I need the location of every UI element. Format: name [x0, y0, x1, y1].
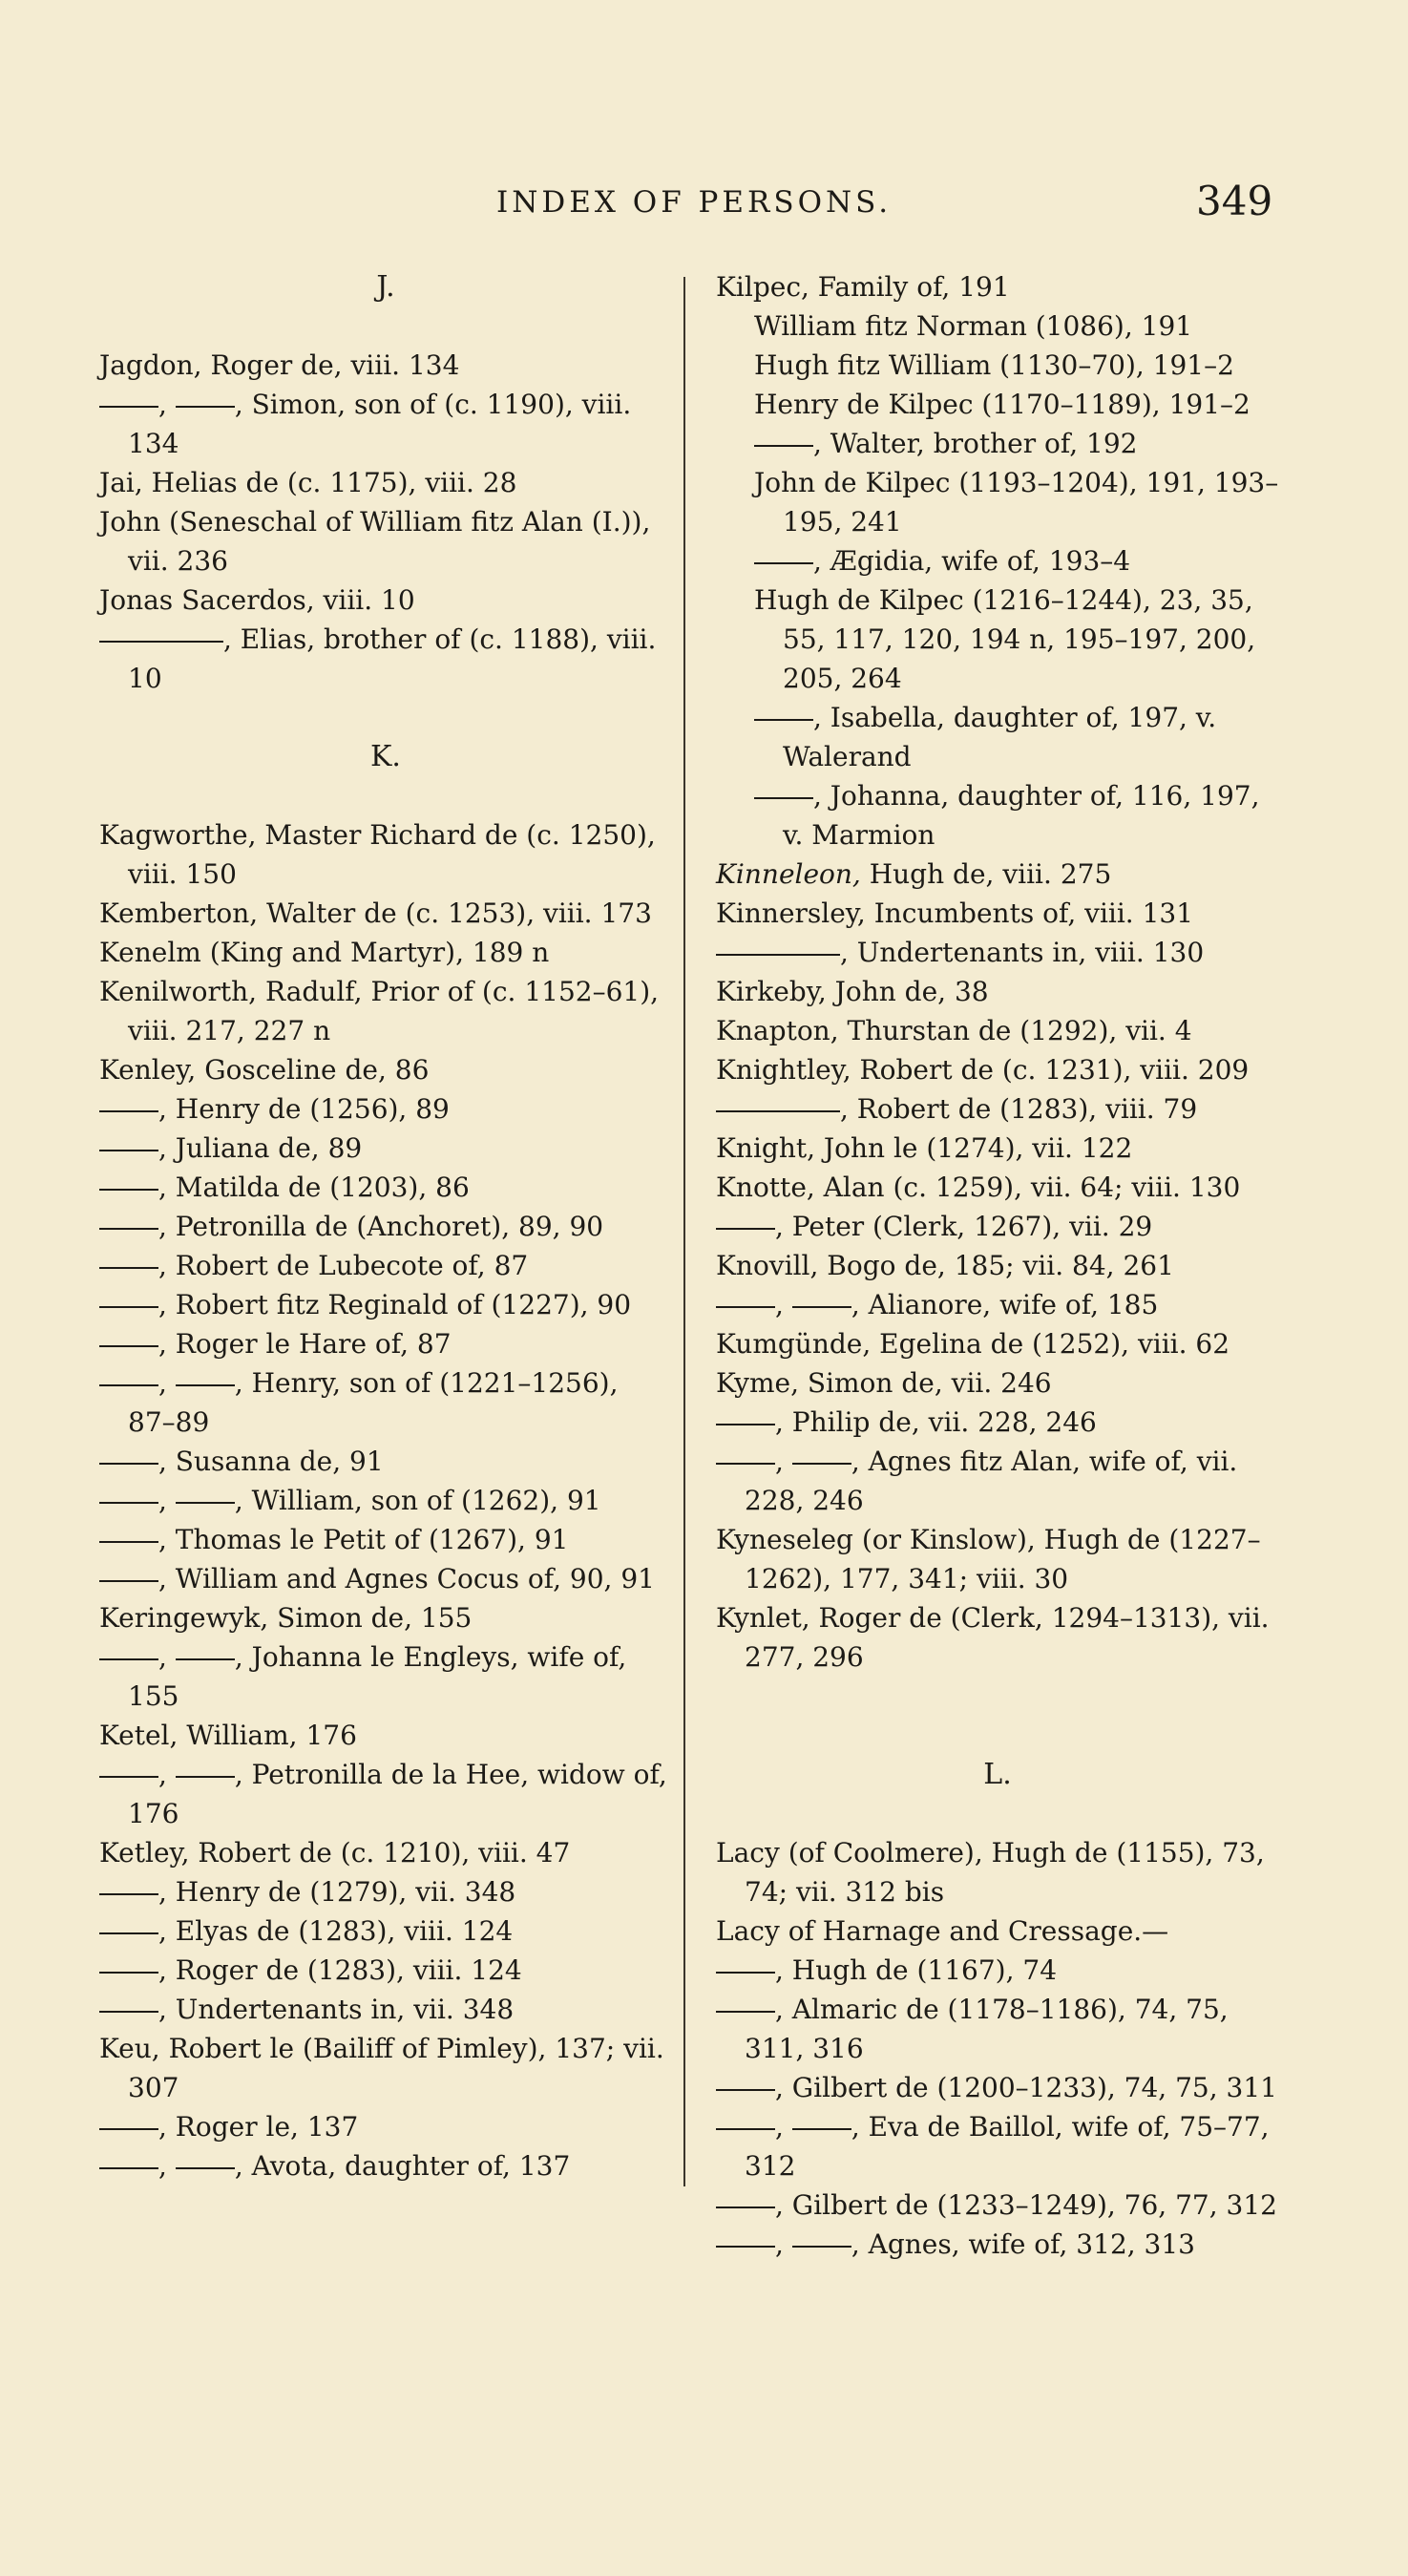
index-entry: [99, 1990, 672, 2029]
dash-separator: ,: [158, 389, 176, 420]
entry-italic-name: Kinneleon,: [716, 858, 861, 890]
index-entry: [99, 815, 672, 894]
ditto-dash: [176, 1502, 235, 1504]
entry-text: Hugh fitz William (1130–70), 191–2: [754, 349, 1234, 381]
index-entry: [99, 1716, 672, 1755]
index-entry: [716, 1403, 1279, 1442]
entry-text: , Simon, son of (c. 1190), viii. 134: [128, 389, 632, 459]
running-title: INDEX OF PERSONS.: [496, 185, 893, 220]
entry-text: Hugh de, viii. 275: [860, 858, 1112, 890]
entry-text: Ketley, Robert de (c. 1210), viii. 47: [99, 1837, 571, 1869]
index-entry: [99, 2107, 672, 2146]
dash-separator: ,: [158, 1641, 176, 1673]
ditto-dash: [792, 1306, 851, 1308]
spacer: [99, 698, 672, 737]
ditto-dash: [99, 2167, 158, 2169]
entry-text: , William, son of (1262), 91: [234, 1485, 601, 1516]
ditto-dash: [792, 1463, 851, 1465]
ditto-dash: [99, 1658, 158, 1660]
entry-text: , Susanna de, 91: [158, 1446, 384, 1477]
ditto-dash: [716, 1424, 775, 1425]
ditto-dash: [99, 1345, 158, 1347]
index-entry: [99, 1598, 672, 1637]
entry-text: Kumgünde, Egelina de (1252), viii. 62: [716, 1328, 1230, 1360]
index-entry: [716, 1911, 1279, 1951]
entry-text: Kirkeby, John de, 38: [716, 976, 989, 1007]
ditto-dash: [99, 1502, 158, 1504]
index-subentry: [716, 346, 1279, 385]
column-divider: [683, 277, 685, 2186]
entry-text: , Roger le Hare of, 87: [158, 1328, 452, 1360]
dash-separator: ,: [775, 1289, 792, 1320]
index-entry: [716, 1089, 1279, 1129]
entry-text: , Elyas de (1283), viii. 124: [158, 1915, 514, 1947]
entry-text: Knotte, Alan (c. 1259), vii. 64; viii. 130: [716, 1172, 1241, 1203]
index-entry: [716, 2225, 1279, 2264]
entry-text: , Undertenants in, vii. 348: [158, 1994, 515, 2025]
section-letter: L.: [983, 1758, 1012, 1791]
spacer: [99, 776, 672, 815]
ditto-dash: [716, 2206, 775, 2208]
ditto-dash: [99, 1150, 158, 1151]
index-entry: [99, 894, 672, 933]
ditto-dash: [99, 1463, 158, 1465]
index-entry: [716, 933, 1279, 972]
ditto-dash: [716, 1110, 840, 1112]
entry-text: , Robert fitz Reginald of (1227), 90: [158, 1289, 632, 1320]
entry-text: Jonas Sacerdos, viii. 10: [99, 584, 415, 616]
index-entry: [716, 1598, 1279, 1677]
spacer: [716, 1677, 1279, 1716]
entry-text: , Johanna, daughter of, 116, 197, v. Marmion: [783, 780, 1260, 851]
index-entry: [99, 581, 672, 620]
index-entry: [99, 385, 672, 463]
index-entry: [716, 2185, 1279, 2225]
index-subentry: [716, 698, 1279, 776]
ditto-dash: [754, 445, 813, 447]
index-entry: [99, 1168, 672, 1207]
index-subentry: [716, 385, 1279, 424]
index-entry: [716, 1050, 1279, 1089]
index-entry: [716, 2107, 1279, 2185]
section-letter: J.: [376, 270, 395, 304]
entry-text: , Roger le, 137: [158, 2111, 359, 2143]
ditto-dash: [99, 1776, 158, 1778]
spacer: [716, 1716, 1279, 1755]
index-entry: [99, 1872, 672, 1911]
index-subentry: [716, 463, 1279, 541]
ditto-dash: [99, 1932, 158, 1934]
entry-text: , Agnes, wife of, 312, 313: [851, 2228, 1195, 2260]
entry-text: Kynlet, Roger de (Clerk, 1294–1313), vii. 277, 296: [716, 1602, 1270, 1673]
index-entry: [99, 1755, 672, 1833]
ditto-dash: [716, 2089, 775, 2091]
index-entry: [99, 1559, 672, 1598]
entry-text: Kyme, Simon de, vii. 246: [716, 1367, 1052, 1399]
index-entry: [716, 1833, 1279, 1911]
index-entry: [99, 1442, 672, 1481]
ditto-dash: [99, 641, 223, 643]
entry-text: , Johanna le Engleys, wife of, 155: [128, 1641, 627, 1712]
ditto-dash: [716, 2011, 775, 2013]
entry-text: , Peter (Clerk, 1267), vii. 29: [775, 1211, 1153, 1242]
entry-text: , Roger de (1283), viii. 124: [158, 1954, 522, 1986]
ditto-dash: [99, 1110, 158, 1112]
entry-text: , Robert de (1283), viii. 79: [840, 1093, 1198, 1125]
ditto-dash: [99, 2011, 158, 2013]
ditto-dash: [716, 1306, 775, 1308]
index-entry: [716, 1207, 1279, 1246]
index-subentry: [716, 424, 1279, 463]
entry-text: Keu, Robert le (Bailiff of Pimley), 137; vii. 307: [99, 2033, 664, 2103]
entry-text: Henry de Kilpec (1170–1189), 191–2: [754, 389, 1250, 420]
ditto-dash: [792, 2128, 851, 2130]
dash-separator: ,: [158, 1485, 176, 1516]
index-entry: [716, 2068, 1279, 2107]
entry-text: , Robert de Lubecote of, 87: [158, 1250, 529, 1281]
index-entry: [99, 1637, 672, 1716]
dash-separator: ,: [775, 1446, 792, 1477]
entry-text: Knight, John le (1274), vii. 122: [716, 1132, 1133, 1164]
index-entry: [716, 1168, 1279, 1207]
entry-text: Lacy (of Coolmere), Hugh de (1155), 73, 74; vii. 312 bis: [716, 1837, 1265, 1908]
ditto-dash: [99, 1189, 158, 1191]
entry-text: Lacy of Harnage and Cressage.—: [716, 1915, 1169, 1947]
index-subentry: [716, 306, 1279, 346]
ditto-dash: [754, 562, 813, 564]
ditto-dash: [176, 2167, 235, 2169]
index-entry: [716, 1951, 1279, 1990]
entry-text: , Thomas le Petit of (1267), 91: [158, 1524, 569, 1555]
entry-text: Hugh de Kilpec (1216–1244), 23, 35, 55, 117, 120, 194 n, 195–197, 200, 205, 264: [754, 584, 1256, 694]
ditto-dash: [99, 1267, 158, 1269]
ditto-dash: [176, 1658, 235, 1660]
entry-text: , Gilbert de (1200–1233), 74, 75, 311: [775, 2072, 1277, 2103]
entry-text: Kilpec, Family of, 191: [716, 271, 1010, 303]
entry-text: , Isabella, daughter of, 197, v. Walerand: [783, 702, 1217, 772]
entry-text: Kyneseleg (or Kinslow), Hugh de (1227–1262), 177, 341; viii. 30: [716, 1524, 1261, 1594]
dash-separator: ,: [158, 1759, 176, 1790]
ditto-dash: [99, 1228, 158, 1230]
index-entry: [99, 1050, 672, 1089]
dash-separator: ,: [775, 2228, 792, 2260]
entry-text: Knapton, Thurstan de (1292), vii. 4: [716, 1015, 1192, 1046]
entry-text: , Walter, brother of, 192: [813, 428, 1138, 459]
right-column: [716, 267, 1279, 2264]
entry-text: , Matilda de (1203), 86: [158, 1172, 470, 1203]
entry-text: , Petronilla de (Anchoret), 89, 90: [158, 1211, 604, 1242]
ditto-dash: [176, 406, 235, 408]
ditto-dash: [754, 719, 813, 721]
index-entry: [99, 1324, 672, 1363]
entry-text: , Elias, brother of (c. 1188), viii. 10: [128, 623, 657, 694]
index-entry: [716, 267, 1279, 306]
entry-text: , Eva de Baillol, wife of, 75–77, 312: [745, 2111, 1270, 2182]
ditto-dash: [792, 2246, 851, 2248]
index-entry: [99, 1285, 672, 1324]
index-entry: [99, 933, 672, 972]
entry-text: Kinnersley, Incumbents of, viii. 131: [716, 897, 1194, 929]
entry-text: , Avota, daughter of, 137: [234, 2150, 571, 2182]
index-entry: [99, 1363, 672, 1442]
index-entry: [99, 346, 672, 385]
entry-text: Kemberton, Walter de (c. 1253), viii. 173: [99, 897, 652, 929]
entry-text: , Philip de, vii. 228, 246: [775, 1406, 1097, 1438]
index-entry: [99, 463, 672, 502]
entry-text: , Henry de (1279), vii. 348: [158, 1876, 516, 1908]
index-entry: [716, 894, 1279, 933]
index-entry: [99, 1951, 672, 1990]
index-subentry: [716, 541, 1279, 581]
index-entry: [99, 1833, 672, 1872]
entry-text: John de Kilpec (1193–1204), 191, 193–195, 241: [754, 467, 1279, 538]
index-entry: [99, 2146, 672, 2185]
entry-text: , Almaric de (1178–1186), 74, 75, 311, 316: [745, 1994, 1229, 2064]
entry-text: , Hugh de (1167), 74: [775, 1954, 1058, 1986]
entry-text: Kenilworth, Radulf, Prior of (c. 1152–61), viii. 217, 227 n: [99, 976, 660, 1046]
spacer: [99, 306, 672, 346]
index-entry: [716, 1363, 1279, 1403]
ditto-dash: [716, 1228, 775, 1230]
index-entry: [99, 1520, 672, 1559]
ditto-dash: [99, 1893, 158, 1895]
entry-text: , Undertenants in, viii. 130: [840, 937, 1205, 968]
index-entry: [716, 1520, 1279, 1598]
dash-separator: ,: [158, 2150, 176, 2182]
index-entry: [716, 1011, 1279, 1050]
index-entry: [99, 1911, 672, 1951]
index-entry: [99, 1481, 672, 1520]
dash-separator: ,: [775, 2111, 792, 2143]
index-entry: [716, 1324, 1279, 1363]
entry-text: John (Seneschal of William fitz Alan (I.)), vii. 236: [99, 506, 651, 577]
entry-text: , Henry de (1256), 89: [158, 1093, 450, 1125]
index-entry: [716, 972, 1279, 1011]
entry-text: Kenley, Gosceline de, 86: [99, 1054, 430, 1086]
spacer: [716, 1794, 1279, 1833]
ditto-dash: [99, 1972, 158, 1974]
ditto-dash: [99, 1541, 158, 1543]
entry-text: , Henry, son of (1221–1256), 87–89: [128, 1367, 619, 1438]
ditto-dash: [176, 1384, 235, 1386]
entry-text: , William and Agnes Cocus of, 90, 91: [158, 1563, 655, 1594]
entry-text: , Agnes fitz Alan, wife of, vii. 228, 246: [745, 1446, 1238, 1516]
ditto-dash: [99, 1306, 158, 1308]
index-entry: [716, 1285, 1279, 1324]
index-entry: [99, 972, 672, 1050]
entry-text: Knightley, Robert de (c. 1231), viii. 209: [716, 1054, 1250, 1086]
entry-text: Knovill, Bogo de, 185; vii. 84, 261: [716, 1250, 1174, 1281]
ditto-dash: [99, 1384, 158, 1386]
entry-text: William fitz Norman (1086), 191: [754, 310, 1193, 342]
index-entry: [99, 2029, 672, 2107]
page-header: [0, 178, 1408, 225]
index-entry: [99, 1246, 672, 1285]
ditto-dash: [176, 1776, 235, 1778]
entry-text: , Alianore, wife of, 185: [851, 1289, 1159, 1320]
entry-text: , Ægidia, wife of, 193–4: [813, 545, 1131, 577]
ditto-dash: [99, 1580, 158, 1582]
ditto-dash: [716, 2128, 775, 2130]
ditto-dash: [716, 954, 840, 956]
index-entry: [99, 1089, 672, 1129]
entry-text: Jai, Helias de (c. 1175), viii. 28: [99, 467, 517, 498]
ditto-dash: [716, 1463, 775, 1465]
entry-text: , Petronilla de la Hee, widow of, 176: [128, 1759, 667, 1829]
index-entry: [716, 1990, 1279, 2068]
section-letter: K.: [370, 740, 401, 773]
dash-separator: ,: [158, 1367, 176, 1399]
index-entry: [716, 1129, 1279, 1168]
entry-text: Ketel, William, 176: [99, 1720, 357, 1751]
entry-text: Kenelm (King and Martyr), 189 n: [99, 937, 550, 968]
entry-text: Kagworthe, Master Richard de (c. 1250), viii. 150: [99, 819, 656, 890]
entry-text: Keringewyk, Simon de, 155: [99, 1602, 473, 1634]
index-entry: [99, 620, 672, 698]
ditto-dash: [99, 406, 158, 408]
left-column: [99, 267, 672, 2185]
index-entry: [716, 1246, 1279, 1285]
index-entry: [716, 1442, 1279, 1520]
page-number: 349: [1196, 178, 1273, 224]
index-entry: [99, 502, 672, 581]
index-subentry: [716, 776, 1279, 855]
index-entry: [99, 1207, 672, 1246]
index-subentry: [716, 581, 1279, 698]
index-entry: [716, 855, 1279, 894]
entry-text: Jagdon, Roger de, viii. 134: [99, 349, 460, 381]
ditto-dash: [716, 1972, 775, 1974]
entry-text: , Gilbert de (1233–1249), 76, 77, 312: [775, 2189, 1277, 2221]
ditto-dash: [99, 2128, 158, 2130]
entry-text: , Juliana de, 89: [158, 1132, 363, 1164]
ditto-dash: [754, 797, 813, 799]
ditto-dash: [716, 2246, 775, 2248]
index-entry: [99, 1129, 672, 1168]
